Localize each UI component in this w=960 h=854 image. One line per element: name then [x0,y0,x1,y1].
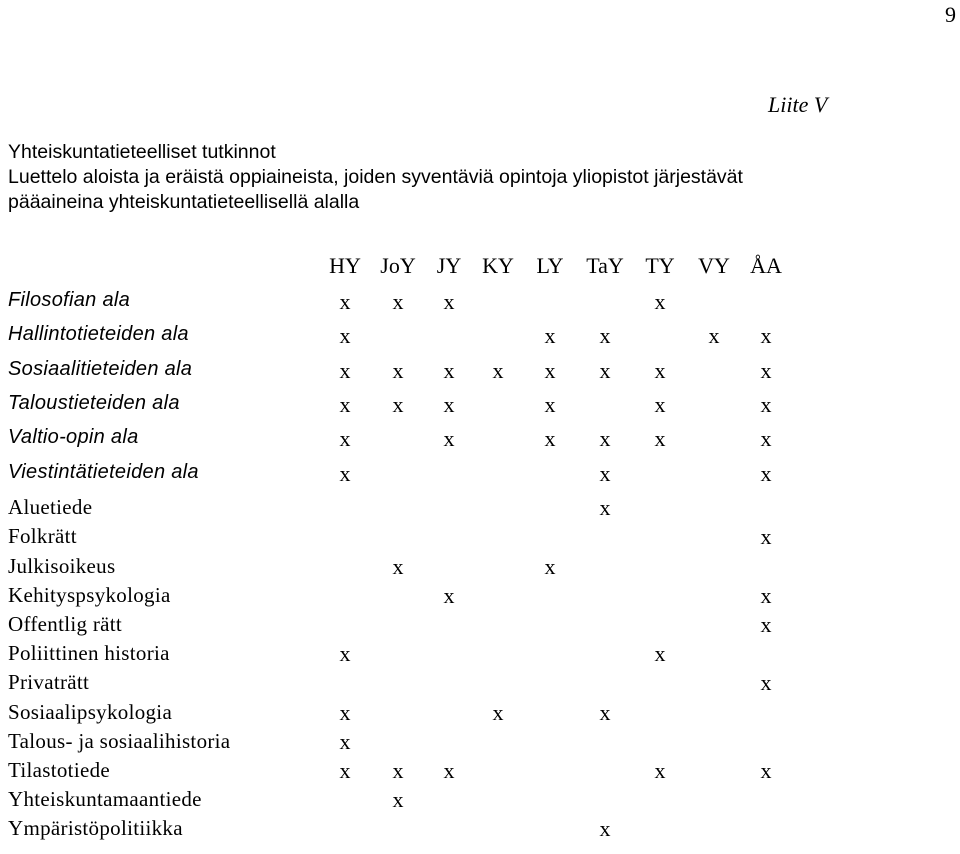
cell-mark-åa: x [760,426,772,452]
table-row [0,787,960,817]
cell-mark-hy: x [339,460,351,486]
row-label: Talous- ja sosiaalihistoria [8,728,231,753]
row-label: Hallintotieteiden ala [8,323,189,346]
cell-mark-tay: x [599,323,611,349]
cell-mark-jy: x [443,289,455,314]
table-row [0,461,960,491]
cell-mark-ty: x [654,641,666,667]
cell-mark-tay: x [599,816,611,842]
row-label: Kehityspsykologia [8,582,171,607]
cell-mark-ky: x [492,699,504,725]
column-header-ky: KY [482,253,514,278]
cell-mark-hy: x [339,357,351,383]
cell-mark-hy: x [339,426,351,452]
table-row [0,670,960,700]
row-label: Filosofian ala [8,289,131,311]
cell-mark-ty: x [654,357,666,383]
cell-mark-åa: x [760,757,772,783]
cell-mark-ky: x [492,357,504,383]
cell-mark-ty: x [654,757,666,783]
row-label: Privaträtt [8,670,90,695]
university-subject-matrix [0,253,960,853]
cell-mark-tay: x [599,426,611,452]
cell-mark-åa: x [760,460,772,486]
cell-mark-joy: x [392,392,404,418]
cell-mark-tay: x [599,357,611,383]
cell-mark-joy: x [392,757,404,783]
cell-mark-åa: x [760,524,772,550]
table-row [0,583,960,613]
table-row [0,392,960,422]
appendix-label: Liite V [768,92,828,117]
table-row [0,289,960,319]
row-label: Taloustieteiden ala [8,392,180,415]
table-row [0,323,960,353]
table-row [0,729,960,759]
cell-mark-åa: x [760,323,772,349]
row-label: Folkrätt [8,524,77,549]
cell-mark-joy: x [392,357,404,383]
column-header-tay: TaY [586,253,624,278]
row-label: Julkisoikeus [8,553,116,578]
cell-mark-ty: x [654,426,666,452]
page-number: 9 [945,2,956,27]
cell-mark-ly: x [544,426,556,452]
column-header-joy: JoY [380,253,416,278]
table-row [0,700,960,730]
cell-mark-hy: x [339,323,351,349]
matrix-header-row [0,253,960,283]
intro-line: pääaineina yhteiskuntatieteellisellä alalla [8,191,360,213]
column-header-jy: JY [436,253,462,278]
table-row [0,358,960,388]
column-header-åa: ÅA [750,253,782,278]
cell-mark-jy: x [443,426,455,452]
table-row [0,758,960,788]
intro-text [8,140,743,215]
row-label: Valtio-opin ala [8,426,139,449]
table-row [0,495,960,525]
cell-mark-jy: x [443,582,455,608]
cell-mark-joy: x [392,787,404,813]
cell-mark-åa: x [760,357,772,383]
row-label: Sosiaalipsykologia [8,699,173,724]
cell-mark-åa: x [760,611,772,637]
intro-line: Luettelo aloista ja eräistä oppiaineista, joiden syventäviä opintoja yliopistot järjestävät [8,166,743,188]
cell-mark-hy: x [339,728,351,754]
cell-mark-ly: x [544,553,556,579]
row-label: Poliittinen historia [8,641,170,666]
column-header-ty: TY [645,253,675,278]
table-row [0,554,960,584]
cell-mark-hy: x [339,392,351,418]
column-header-hy: HY [329,253,361,278]
cell-mark-tay: x [599,460,611,486]
column-header-vy: VY [698,253,730,278]
table-row [0,612,960,642]
document-title: Yhteiskuntatieteelliset tutkinnot [8,141,276,163]
cell-mark-ly: x [544,323,556,349]
table-row [0,816,960,846]
cell-mark-vy: x [708,323,720,349]
cell-mark-jy: x [443,757,455,783]
row-label: Viestintätieteiden ala [8,460,199,483]
row-label: Sosiaalitieteiden ala [8,357,193,380]
row-label: Tilastotiede [8,757,110,782]
cell-mark-hy: x [339,757,351,783]
row-label: Yhteiskuntamaantiede [8,787,202,812]
cell-mark-ly: x [544,392,556,418]
table-row [0,426,960,456]
cell-mark-ty: x [654,289,666,314]
cell-mark-joy: x [392,289,404,314]
cell-mark-ty: x [654,392,666,418]
cell-mark-joy: x [392,553,404,579]
cell-mark-hy: x [339,289,351,314]
cell-mark-jy: x [443,357,455,383]
cell-mark-tay: x [599,495,611,521]
cell-mark-hy: x [339,699,351,725]
cell-mark-ly: x [544,357,556,383]
row-label: Aluetiede [8,495,93,520]
table-row [0,641,960,671]
row-label: Offentlig rätt [8,611,123,636]
cell-mark-åa: x [760,670,772,696]
column-header-ly: LY [536,253,564,278]
cell-mark-åa: x [760,392,772,418]
cell-mark-åa: x [760,582,772,608]
cell-mark-jy: x [443,392,455,418]
table-row [0,524,960,554]
row-label: Ympäristöpolitiikka [8,816,183,841]
cell-mark-tay: x [599,699,611,725]
cell-mark-hy: x [339,641,351,667]
